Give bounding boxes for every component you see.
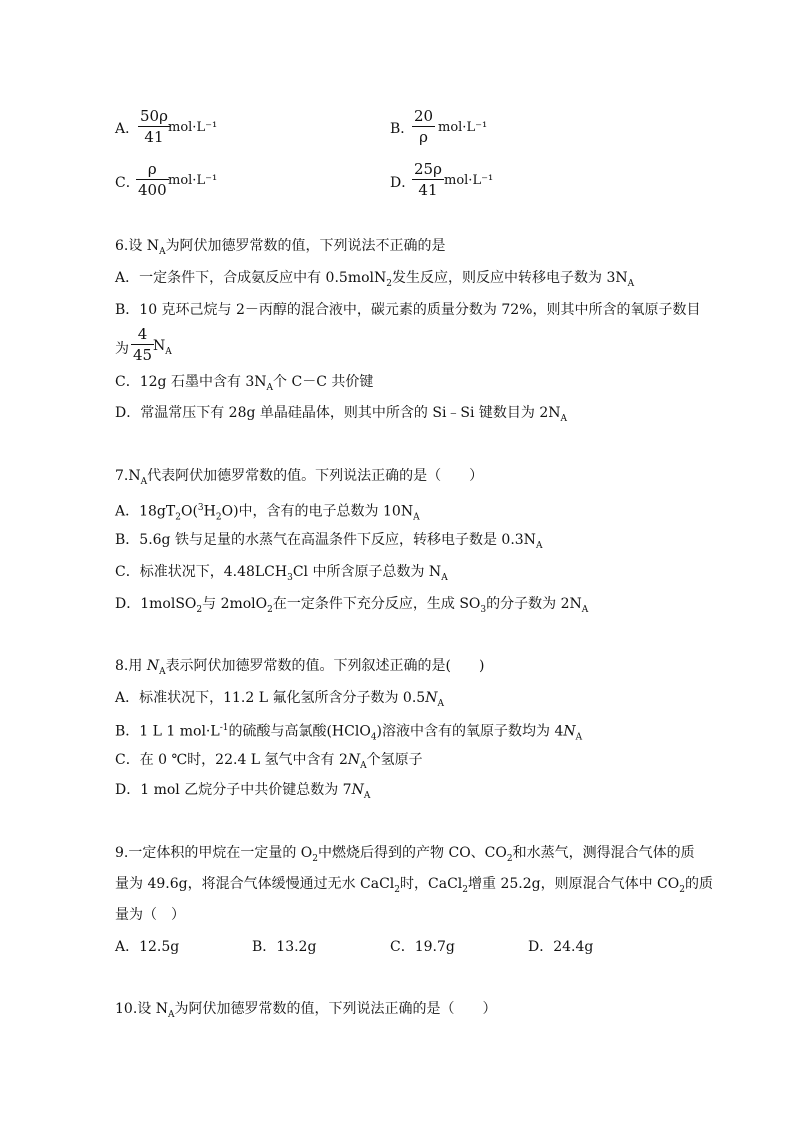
q7-stem: $7.N_A$代表阿伏加德罗常数的值。下列说法正确的是（ ） xyxy=(115,468,484,487)
q5-option-b-fraction: 20 ρ xyxy=(414,107,434,146)
q8-option-b: B．1 L 1 $mol\cdot L^{-1}$的硫酸与高氯酸(HClO$_4$)溶液中含有的氧原子数均为 $4N_A$ xyxy=(115,723,583,743)
q8-option-c: C．在 0 ℃时，22.4 L 氢气中含有 $2N_A$个氢原子 xyxy=(115,752,423,771)
q5-option-c-label: C． xyxy=(115,175,140,191)
q6-option-b-suffix: $N_A$ xyxy=(153,338,172,357)
q9-option-d: D．24.4g xyxy=(528,939,594,955)
q6-option-a: A．一定条件下，合成氨反应中有 0.5molN$_2$发生反应，则反应中转移电子数为 $3N_A$ xyxy=(115,270,635,289)
q6-option-b-line1: B．10 克环己烷与 2－丙醇的混合液中，碳元素的质量分数为 72%，则其中所含的氧原子数目 xyxy=(115,302,701,318)
q5-option-a-label: A． xyxy=(115,121,140,137)
q7-option-a: A．$18gT_2O(^3H_2O)$中，含有的电子总数为 $10N_A$ xyxy=(115,503,420,523)
q5-option-d-label: D． xyxy=(390,175,416,191)
q6-stem: 6.设 $N_A$为阿伏加德罗常数的值，下列说法不正确的是 xyxy=(115,238,446,257)
q6-option-b-prefix: 为 xyxy=(115,341,129,357)
q8-option-a: A．标准状况下，11.2 L 氟化氢所含分子数为 $0.5N_A$ xyxy=(115,690,444,709)
q7-option-c: C．标准状况下，$4.48LCH_3Cl$ 中所含原子总数为 $N_A$ xyxy=(115,564,448,583)
q5-option-b-unit: mol·L⁻¹ xyxy=(438,120,488,135)
q6-option-c: C．12g 石墨中含有 $3N_A$个 C－C 共价键 xyxy=(115,374,374,393)
q7-option-b: B．5.6g 铁与足量的水蒸气在高温条件下反应，转移电子数是 $0.3N_A$ xyxy=(115,532,543,551)
q8-stem: 8.用 $N_A$表示阿伏加德罗常数的值。下列叙述正确的是( ) xyxy=(115,658,485,677)
q10-stem: 10.设 $N_A$为阿伏加德罗常数的值，下列说法正确的是（ ） xyxy=(115,1001,497,1020)
q6-option-d: D．常温常压下有 28g 单晶硅晶体，则其中所含的 Si﹣Si 键数目为 $2N_A$ xyxy=(115,405,568,424)
q9-option-a: A．12.5g xyxy=(115,939,180,955)
q9-stem-line3: 量为（ ） xyxy=(115,907,185,923)
q8-option-d: D．1 mol 乙烷分子中共价键总数为 $7N_A$ xyxy=(115,782,371,801)
q9-stem-line2: 量为 49.6g，将混合气体缓慢通过无水 CaCl$_2$时，CaCl$_2$增重 25.2g，则原混合气体中 $CO_2$的质 xyxy=(115,876,713,895)
q5-option-c-unit: mol·L⁻¹ xyxy=(168,173,218,188)
q7-option-d: D．1molSO$_2$与 2molO$_2$在一定条件下充分反应，生成 $SO_3$的分子数为 $2N_A$ xyxy=(115,596,589,615)
q5-option-d-fraction: 25ρ 41 xyxy=(414,160,442,199)
q5-option-a-fraction: 50ρ 41 xyxy=(140,107,168,146)
q5-option-b-label: B． xyxy=(390,121,415,137)
q5-option-a-unit: mol·L⁻¹ xyxy=(168,120,218,135)
q9-option-c: C．19.7g xyxy=(390,939,455,955)
q9-stem-line1: 9.一定体积的甲烷在一定量的 $O_2$中燃烧后得到的产物 CO、$CO_2$和水蒸气，测得混合气体的质 xyxy=(115,845,695,864)
q9-option-b: B．13.2g xyxy=(252,939,317,955)
q6-option-b-fraction: 4 45 xyxy=(133,325,153,364)
q5-option-d-unit: mol·L⁻¹ xyxy=(444,173,494,188)
q5-option-c-fraction: ρ 400 xyxy=(138,160,167,199)
